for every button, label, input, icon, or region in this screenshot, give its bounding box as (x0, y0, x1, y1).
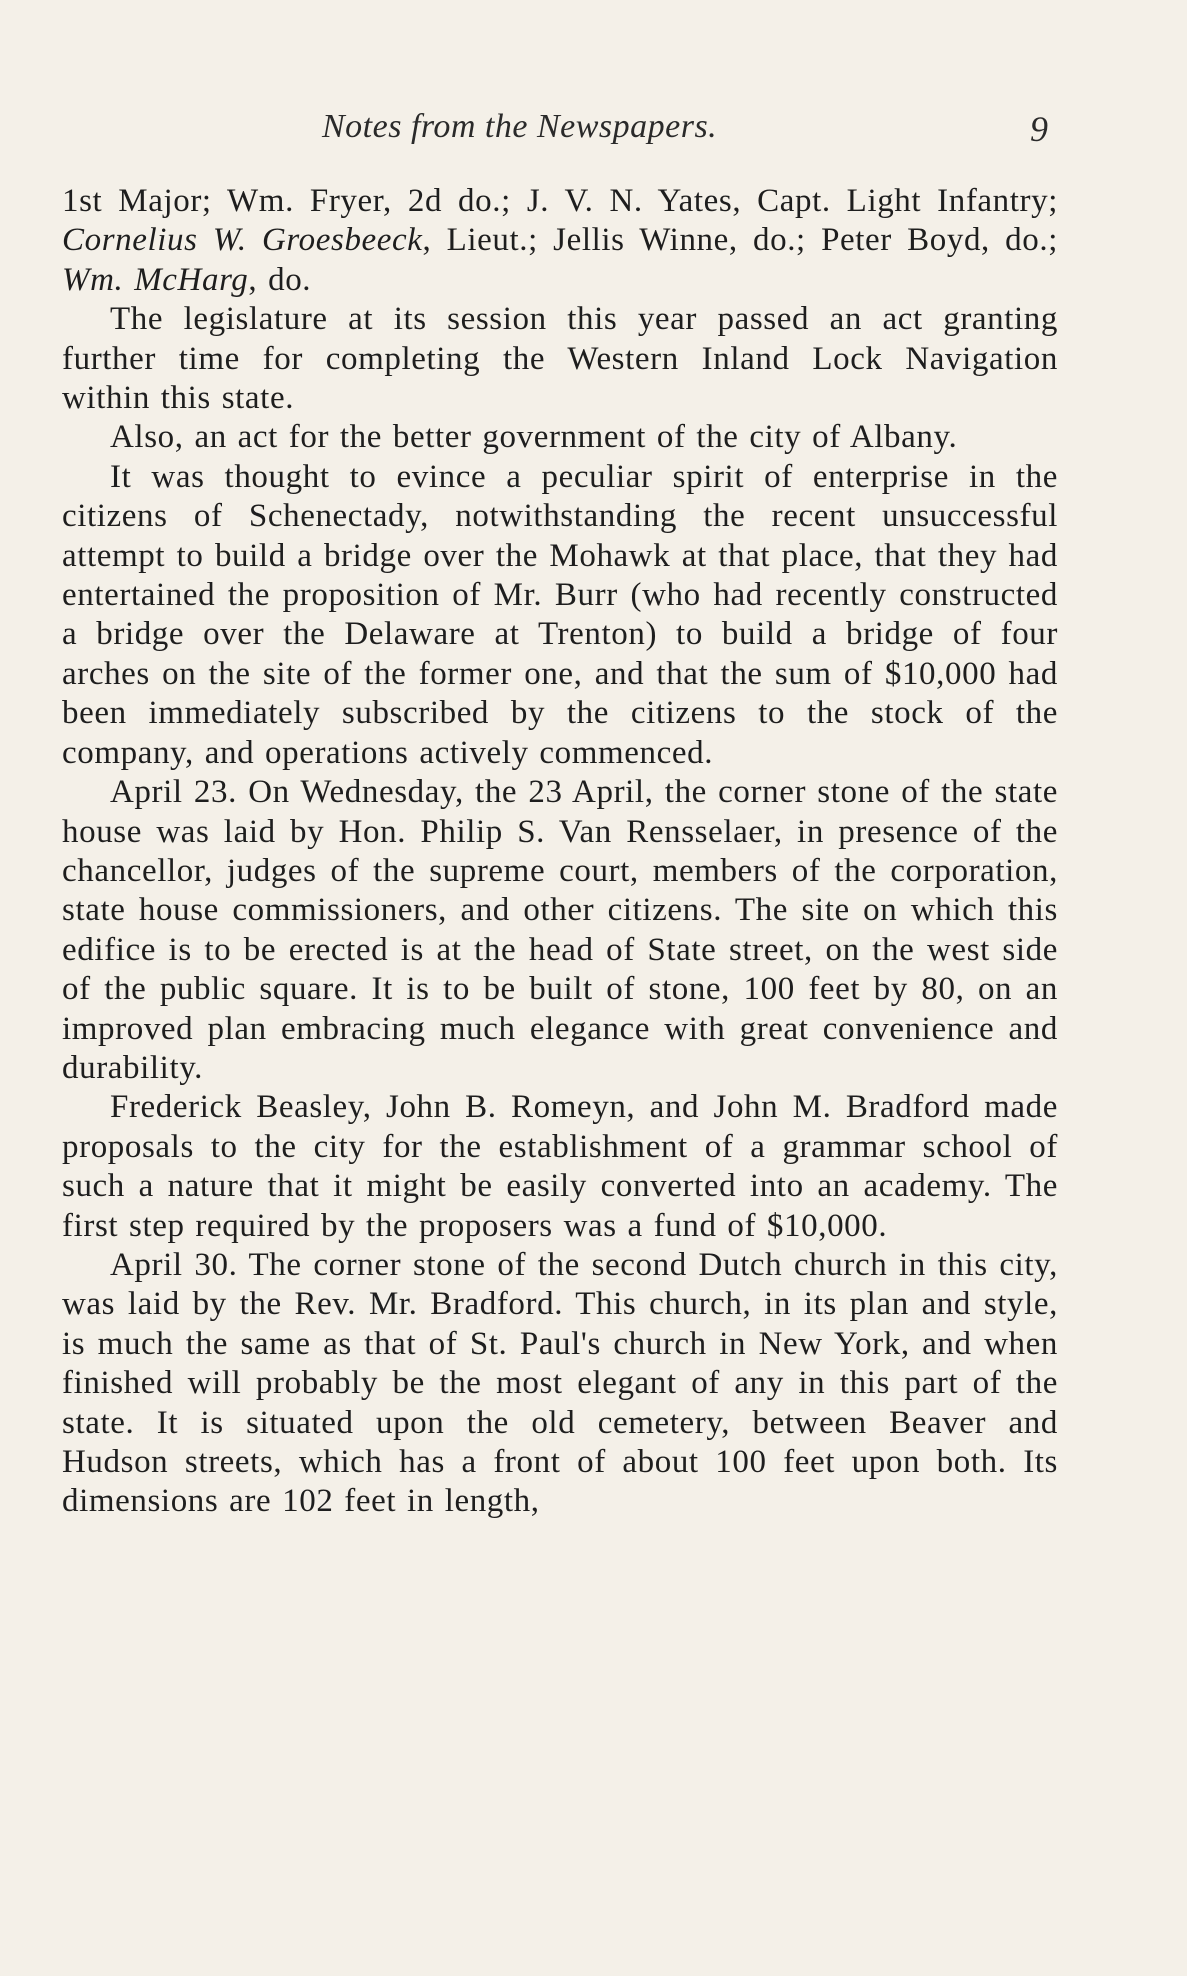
roster-text: , do. (248, 261, 312, 298)
paragraph-legislature: The legislature at its session this year passed an act granting further time for completing the Western Inland Lock Navigation within this state. (62, 301, 1058, 417)
roster-text: , Lieut.; Jellis Winne, do.; Peter Boyd, do.; (422, 222, 1058, 259)
roster-text: 1st Major; Wm. Fryer, 2d do.; J. V. N. Yates, Capt. Light Infantry; (62, 183, 1058, 219)
roster-name-mcharg: Wm. McHarg (62, 261, 249, 298)
running-head-title: Notes from the Newspapers. (322, 108, 718, 145)
paragraph-grammar-school: Frederick Beasley, John B. Romeyn, and John M. Bradford made proposals to the city for the establishment of a grammar school of such a nature that it might be easily converted into an academy. The first step required by the proposers was a fund of $10,000. (62, 1089, 1058, 1244)
paragraph-dutch-church: April 30. The corner stone of the second Dutch church in this city, was laid by the Rev. Mr. Bradford. This church, in its plan and style, is much the same as that of St. Paul's church in New York, and when finished will probably be the most elegant of any in this part of the state. It is situated upon the old cemetery, between Beaver and Hudson streets, which has a front of about 100 feet upon both. Its dimensions are 102 feet in length, (62, 1246, 1058, 1520)
paragraph-roster (62, 182, 1058, 300)
body-text (62, 182, 1058, 1522)
paragraph-schenectady-bridge: It was thought to evince a peculiar spirit of enterprise in the citizens of Schenectady, notwithstanding the recent unsuccessful attempt to build a bridge over the Mohawk at that place, that they had entertained the proposition of Mr. Burr (who had recently constructed a bridge over the Delaware at Trenton) to build a bridge of four arches on the site of the former one, and that the sum of $10,000 had been immediately subscribed by the citizens to the stock of the company, and operations actively commenced. (62, 458, 1058, 771)
paragraph-albany-act: Also, an act for the better government of the city of Albany. (110, 419, 958, 456)
paragraph-state-house: April 23. On Wednesday, the 23 April, the corner stone of the state house was laid by Hon. Philip S. Van Rensselaer, in presence of the chancellor, judges of the supreme court, members of the corporation, state house commissioners, and other citizens. The site on which this edifice is to be erected is at the head of State street, on the west side of the public square. It is to be built of stone, 100 feet by 80, on an improved plan embracing much elegance with great convenience and durability. (62, 774, 1058, 1086)
running-head (0, 108, 1187, 158)
page-number: 9 (1030, 109, 1048, 149)
roster-name-groesbeeck: Cornelius W. Groesbeeck (62, 222, 423, 259)
